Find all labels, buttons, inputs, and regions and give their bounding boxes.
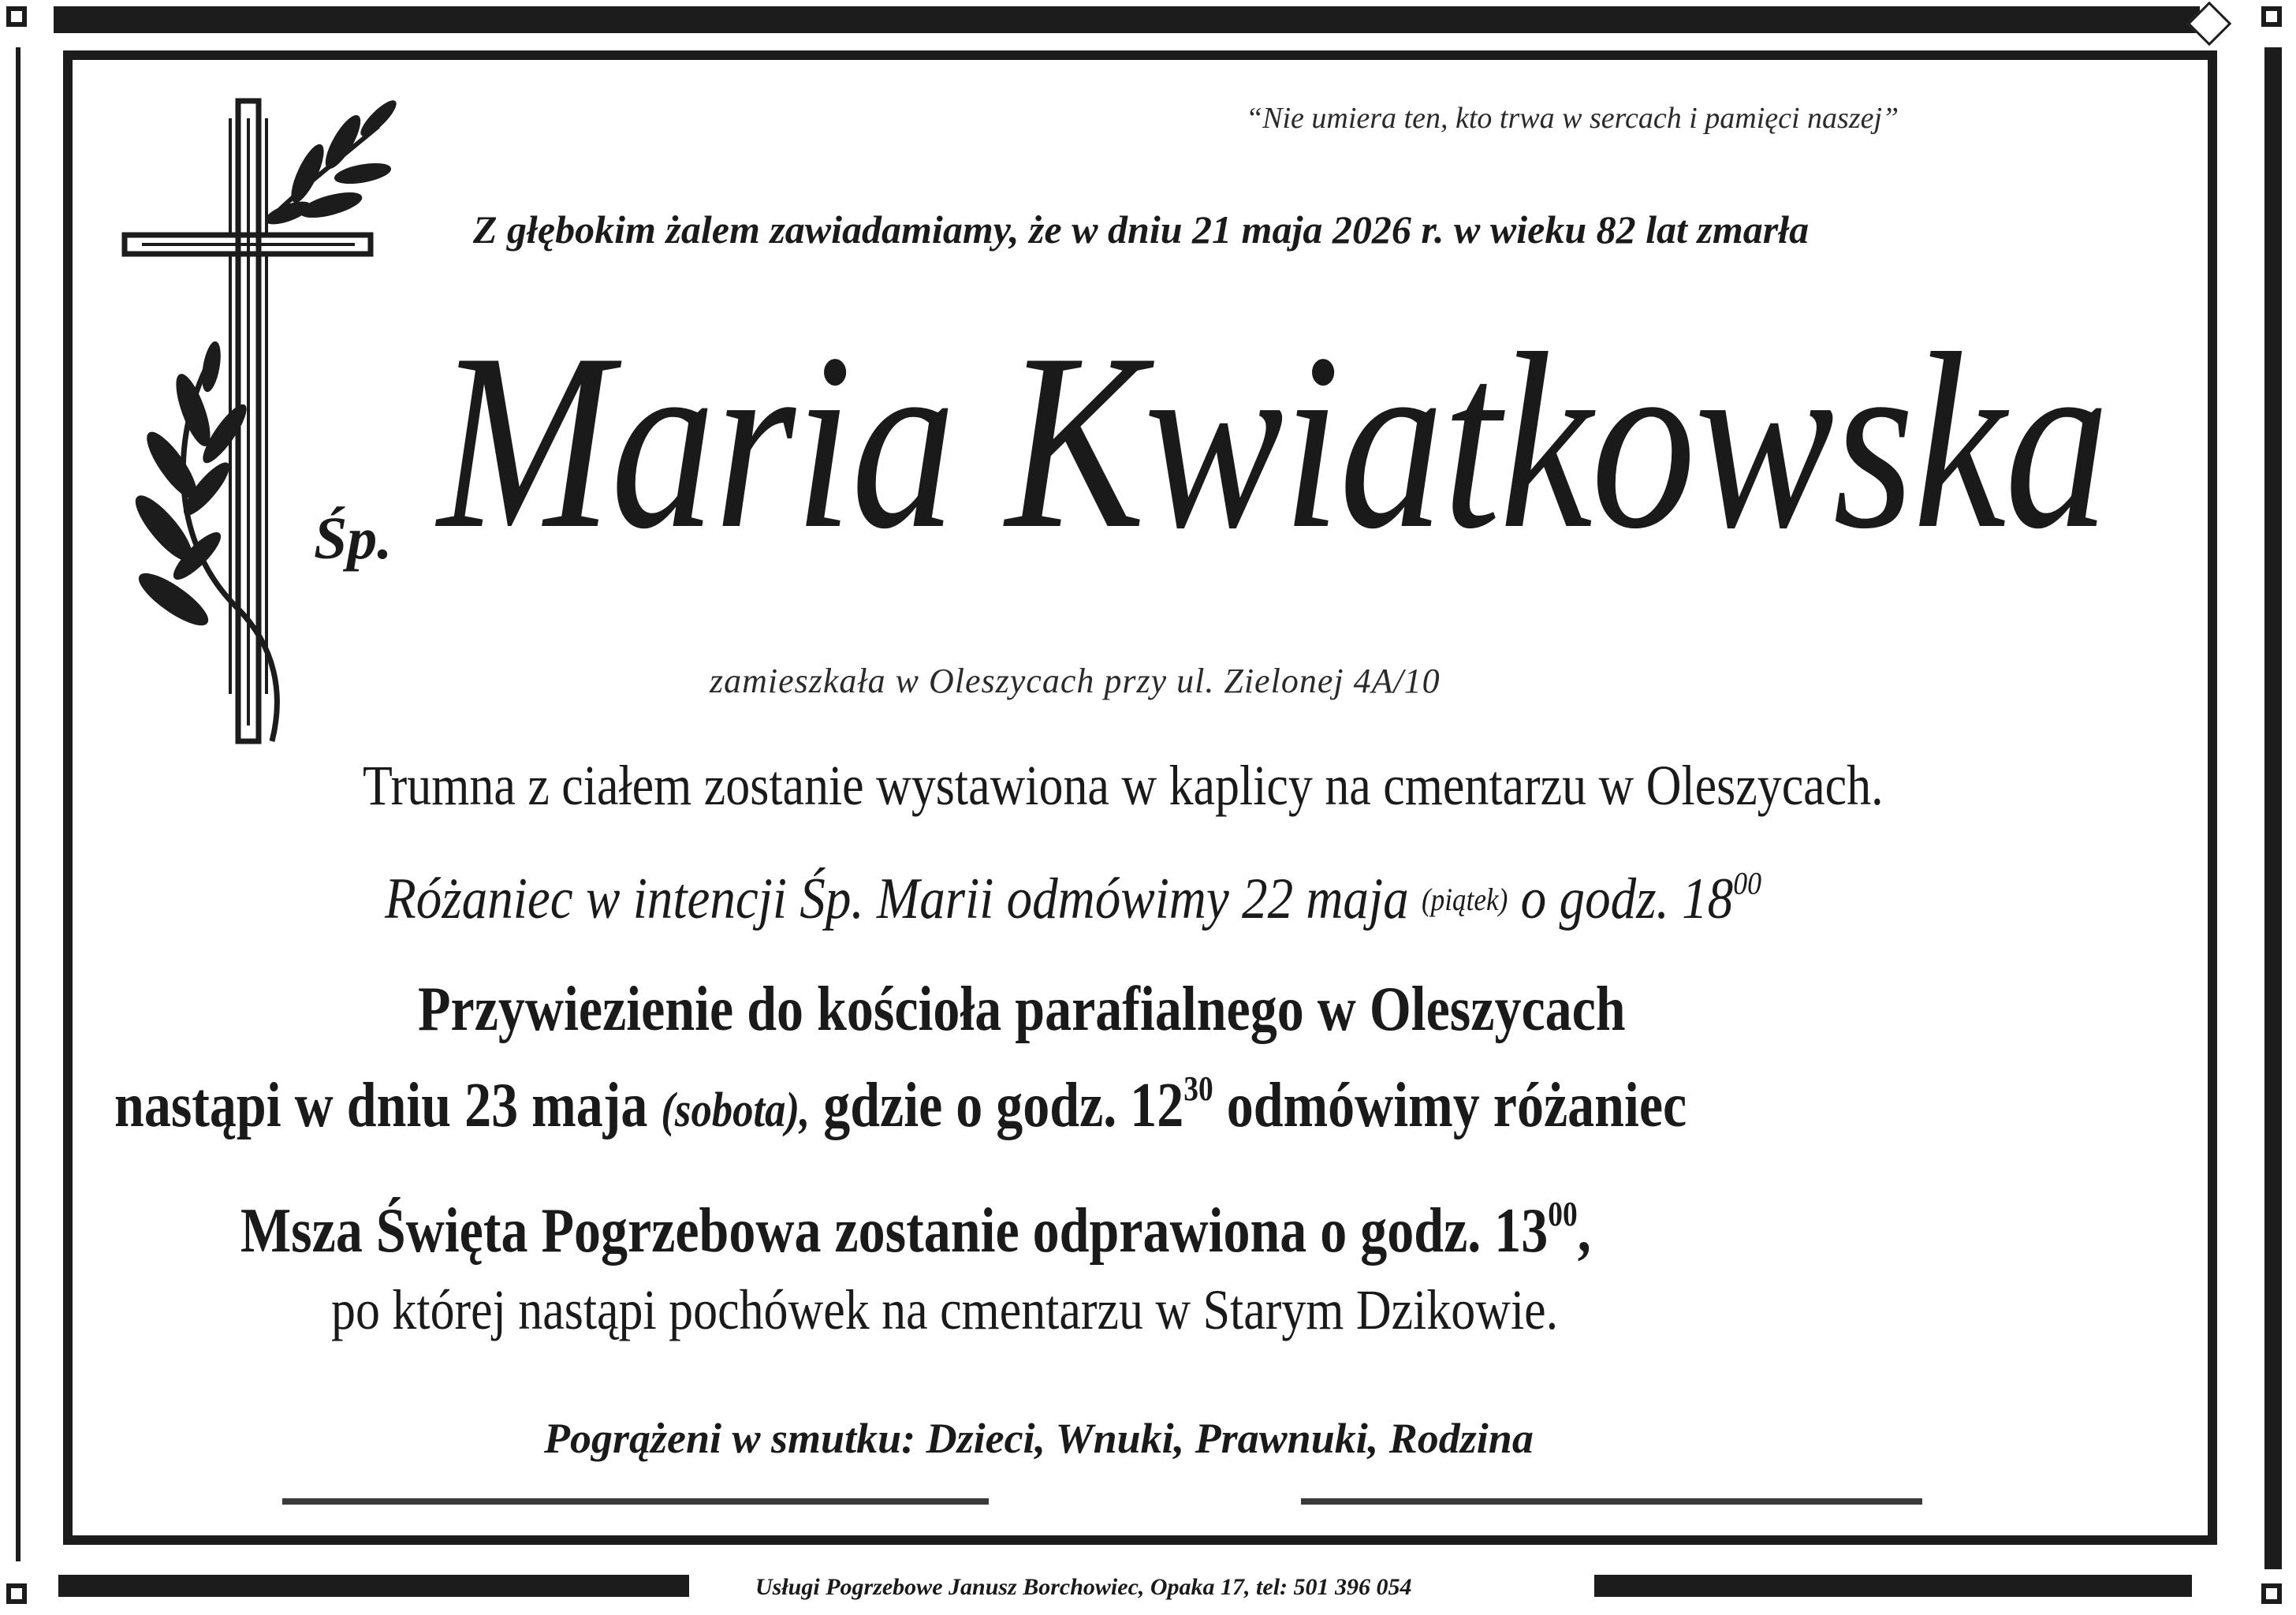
memorial-quote: “Nie umiera ten, kto trwa w sercach i pamięci naszej” — [1246, 102, 1899, 135]
transfer-line-2 — [114, 1070, 1687, 1142]
transfer-time: gdzie o godz. 12 — [810, 1071, 1184, 1140]
olive-branch-icon — [128, 96, 400, 741]
divider-right — [1301, 1498, 1922, 1505]
corner-top-right-square-icon — [2261, 6, 2282, 27]
frame-bottom-right-bar — [1594, 1575, 2192, 1597]
frame-bottom-left-bar — [58, 1575, 689, 1597]
rosary-time-minutes: 00 — [1733, 865, 1762, 901]
frame-right-bar — [2264, 47, 2282, 1569]
burial-line: po której nastąpi pochówek na cmentarzu w Starym Dzikowie. — [331, 1278, 1559, 1341]
name-prefix: Śp. — [314, 505, 393, 572]
rosary-line — [385, 866, 1761, 933]
mass-text: Msza Święta Pogrzebowa zostanie odprawiona o godz. 13 — [240, 1196, 1549, 1266]
cross-icon — [118, 95, 402, 749]
funeral-service-footer: Usługi Pogrzebowe Janusz Borchowiec, Opaka 17, tel: 501 396 054 — [755, 1574, 1412, 1600]
frame-top-bar — [54, 6, 2200, 33]
mass-suffix: , — [1577, 1196, 1591, 1266]
deceased-name: Maria Kwiatkowska — [438, 302, 2108, 581]
address-line: zamieszkała w Oleszycach przy ul. Zielonej 4A/10 — [710, 662, 1441, 700]
corner-bottom-left-icon — [6, 1583, 27, 1604]
rosary-day: (piątek) — [1421, 882, 1508, 917]
transfer-line-1: Przywiezienie do kościoła parafialnego w Oleszycach — [418, 975, 1626, 1044]
transfer-time-minutes: 30 — [1183, 1069, 1213, 1108]
mourners-line: Pogrążeni w smutku: Dzieci, Wnuki, Prawnuki, Rodzina — [544, 1415, 1534, 1462]
rosary-text: Różaniec w intencji Śp. Marii odmówimy 22 maja — [385, 867, 1422, 931]
frame-left-line — [16, 47, 20, 1561]
corner-top-left-icon — [6, 6, 27, 27]
divider-left — [282, 1498, 989, 1505]
corner-bottom-right-icon — [2261, 1583, 2282, 1604]
transfer-day: (sobota), — [661, 1084, 811, 1137]
coffin-announcement: Trumna z ciałem zostanie wystawiona w kaplicy na cmentarzu w Oleszycach. — [363, 754, 1884, 817]
announcement-intro: Z głębokim żalem zawiadamiamy, że w dniu 21 maja 2026 r. w wieku 82 lat zmarła — [473, 207, 1810, 252]
transfer-rosary: odmówimy różaniec — [1213, 1071, 1687, 1140]
rosary-time: o godz. 18 — [1508, 867, 1734, 931]
transfer-date: nastąpi w dniu 23 maja — [114, 1071, 662, 1140]
mass-line — [240, 1195, 1591, 1267]
mass-time-minutes: 00 — [1548, 1195, 1578, 1233]
